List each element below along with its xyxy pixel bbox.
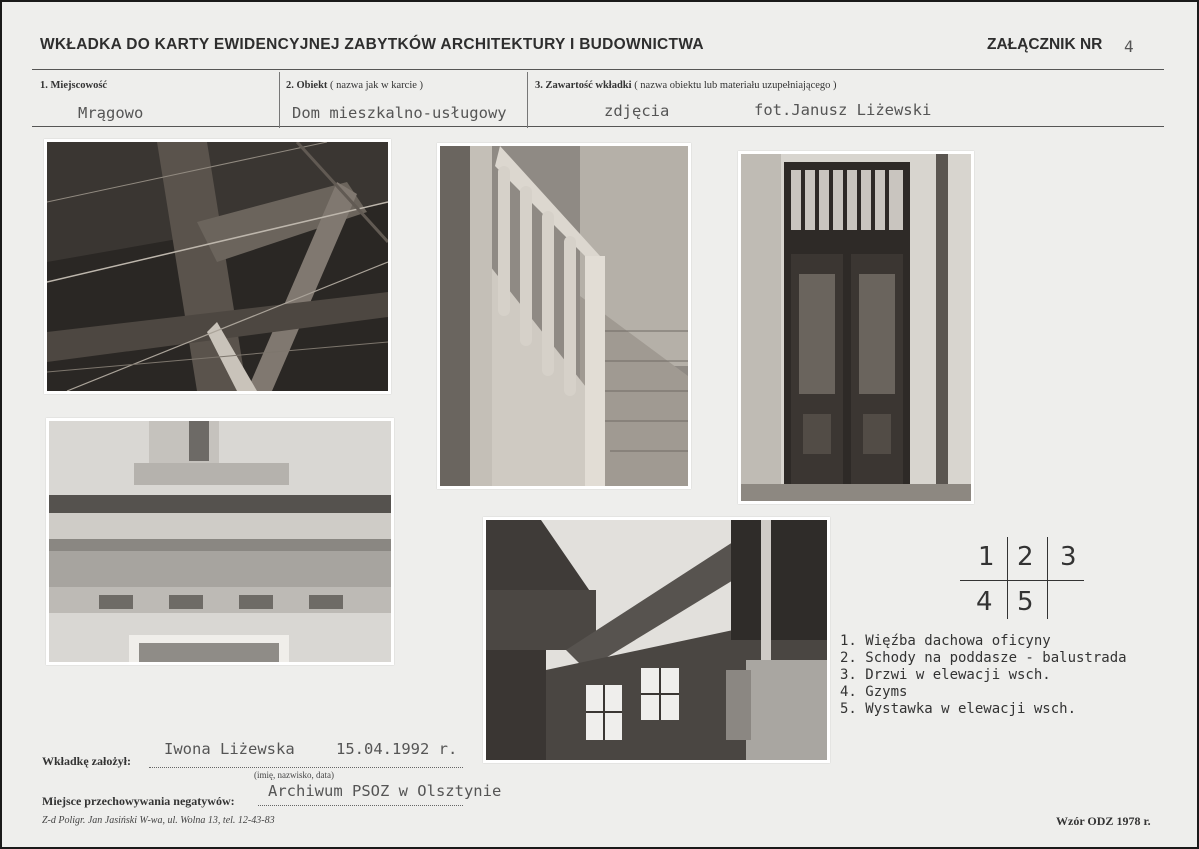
legend-item: 4. Gzyms [840, 684, 908, 700]
created-date: 15.04.1992 r. [336, 740, 458, 758]
locality-value: Mrągowo [78, 104, 144, 122]
key-grid-2: 2 [1017, 542, 1034, 572]
annex-label: ZAŁĄCZNIK NR [987, 36, 1103, 53]
key-grid-1: 1 [978, 542, 995, 572]
staircase-image [440, 146, 688, 486]
object-label-group [286, 80, 423, 91]
created-by-line [149, 767, 463, 768]
key-grid-5: 5 [1017, 587, 1034, 617]
photo-5-dormer [483, 517, 830, 763]
created-by-name: Iwona Liżewska [164, 740, 295, 758]
locality-label: 1. Miejscowość [40, 80, 108, 91]
form-id: Wzór ODZ 1978 r. [1056, 814, 1151, 828]
content-value: zdjęcia [604, 102, 670, 120]
photo-2-staircase [437, 143, 691, 489]
sheet-title: WKŁADKA DO KARTY EWIDENCYJNEJ ZABYTKÓW ARCHITEKTURY I BUDOWNICTWA [40, 36, 704, 53]
photo-3-door [738, 151, 974, 504]
legend-item: 1. Więźba dachowa oficyny [840, 633, 1051, 649]
storage-line [258, 805, 463, 806]
content-label: 3. Zawartość wkładki [535, 80, 632, 91]
printer-imprint: Z-d Poligr. Jan Jasiński W-wa, ul. Wolna 13, tel. 12-43-83 [42, 815, 275, 826]
object-label: 2. Obiekt [286, 80, 328, 91]
content-sublabel: ( nazwa obiektu lub materiału uzupełniającego ) [634, 80, 837, 91]
dormer-image [486, 520, 827, 760]
created-by-label: Wkładkę założył: [42, 754, 131, 768]
cornice-image [49, 421, 391, 662]
header-rule-bottom [32, 126, 1164, 127]
photo-1-roof-truss [44, 139, 391, 394]
header-rule-top [32, 69, 1164, 70]
key-grid-hline [960, 580, 1084, 581]
object-value: Dom mieszkalno-usługowy [292, 104, 507, 122]
key-grid-vline-left [1007, 537, 1008, 619]
storage-value: Archiwum PSOZ w Olsztynie [268, 782, 502, 800]
legend-item: 2. Schody na poddasze - balustrada [840, 650, 1127, 666]
photo-legend [840, 633, 1127, 718]
legend-item: 3. Drzwi w elewacji wsch. [840, 667, 1051, 683]
storage-label: Miejsce przechowywania negatywów: [42, 794, 235, 808]
field-divider-2 [527, 72, 528, 128]
photographer-credit: fot.Janusz Liżewski [754, 101, 932, 119]
created-caption: (imię, nazwisko, data) [254, 770, 334, 780]
key-grid-3: 3 [1060, 542, 1077, 572]
photo-4-cornice [46, 418, 394, 665]
key-grid-4: 4 [976, 587, 993, 617]
legend-item: 5. Wystawka w elewacji wsch. [840, 701, 1077, 717]
roof-truss-image [47, 142, 388, 391]
field-divider-1 [279, 72, 280, 128]
content-label-group [535, 80, 837, 91]
object-sublabel: ( nazwa jak w karcie ) [330, 80, 424, 91]
door-image [741, 154, 971, 501]
key-grid-vline-right [1047, 537, 1048, 619]
annex-number: 4 [1124, 37, 1134, 56]
record-sheet [2, 2, 1197, 847]
